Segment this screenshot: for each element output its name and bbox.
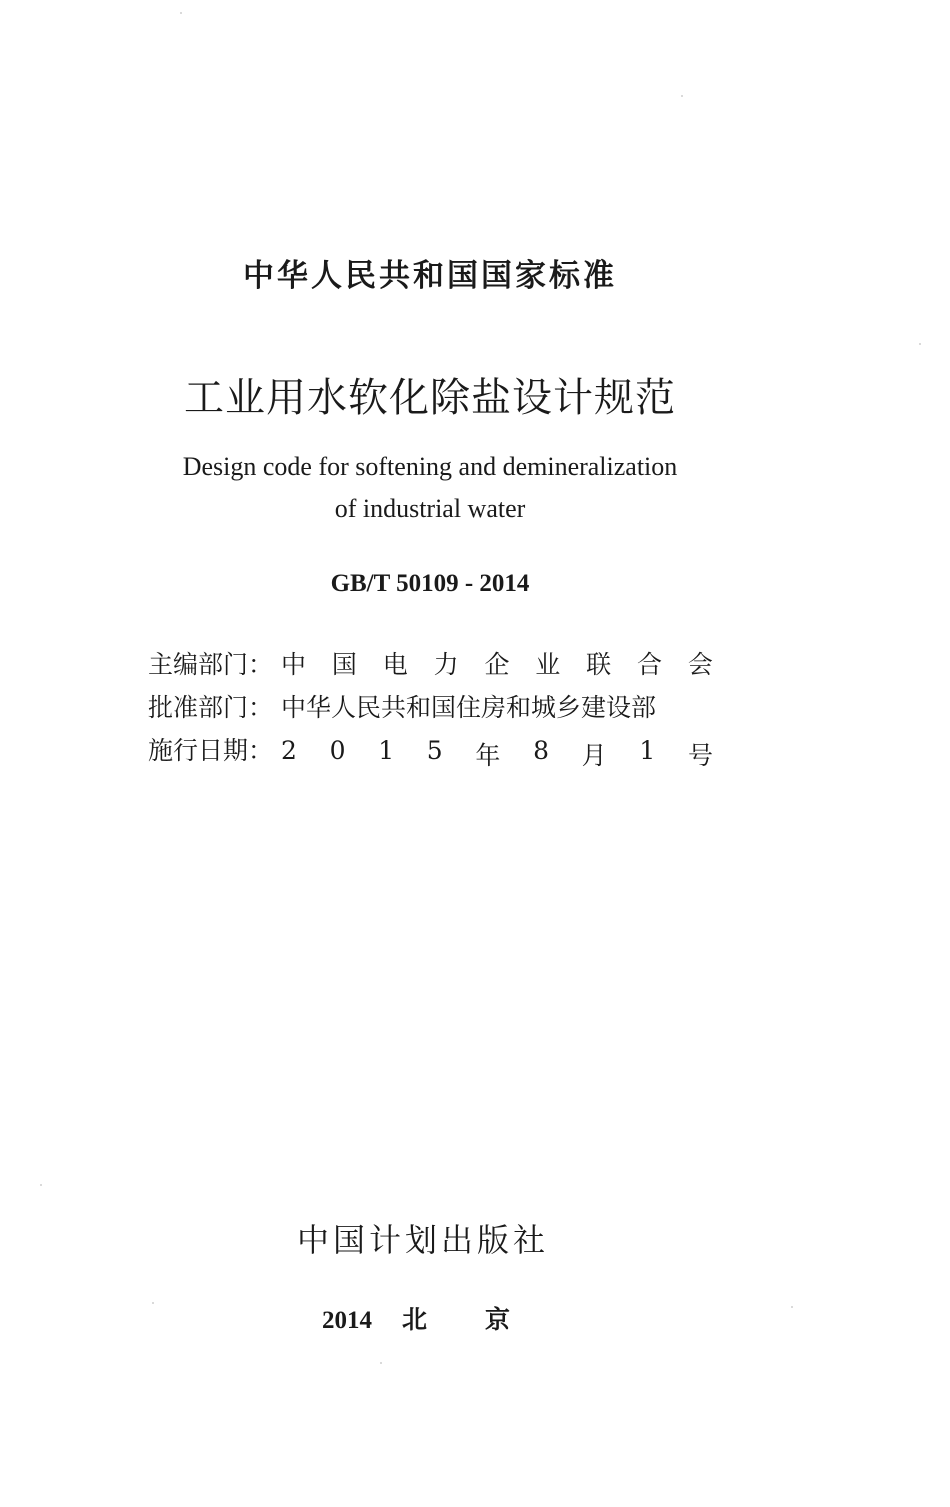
effective-date-char: 5 bbox=[426, 736, 443, 765]
editor-char: 合 bbox=[637, 650, 663, 679]
effective-date-row bbox=[148, 731, 713, 772]
editor-char: 中 bbox=[281, 650, 307, 679]
effective-date-char: 号 bbox=[687, 741, 713, 770]
approver-label: 批准部门： bbox=[148, 693, 274, 722]
editor-row bbox=[148, 645, 713, 681]
editor-char: 联 bbox=[586, 650, 612, 679]
imprint-line bbox=[322, 1300, 568, 1336]
approver-row bbox=[148, 688, 713, 724]
effective-date-char: 1 bbox=[639, 736, 656, 765]
scan-speck bbox=[380, 1362, 382, 1364]
editor-char: 电 bbox=[382, 650, 408, 679]
scan-speck bbox=[152, 1302, 154, 1304]
effective-date-char: 2 bbox=[281, 736, 297, 765]
editor-char: 会 bbox=[687, 650, 713, 679]
effective-date-char: 1 bbox=[378, 736, 395, 765]
editor-label: 主编部门： bbox=[148, 650, 274, 679]
effective-date-char: 年 bbox=[475, 741, 501, 770]
effective-date-char: 0 bbox=[329, 736, 346, 765]
imprint-city-char: 北 bbox=[402, 1305, 428, 1334]
publisher-name: 中国计划出版社 bbox=[296, 1221, 549, 1259]
imprint-year: 2014 bbox=[322, 1307, 372, 1334]
editor-char: 企 bbox=[484, 650, 510, 679]
editor-char: 力 bbox=[433, 650, 459, 679]
scan-speck bbox=[180, 12, 182, 14]
scan-speck bbox=[681, 95, 683, 97]
scan-speck bbox=[791, 1306, 793, 1308]
approver-value: 中华人民共和国住房和城乡建设部 bbox=[281, 693, 657, 722]
effective-date-char: 8 bbox=[533, 736, 549, 765]
editor-char: 国 bbox=[331, 650, 357, 679]
scan-speck bbox=[919, 343, 921, 345]
standard-code: GB/T 50109 - 2014 bbox=[330, 570, 530, 597]
effective-date-char: 月 bbox=[581, 741, 607, 770]
standard-title-english-line-1: Design code for softening and demineralization bbox=[182, 452, 678, 481]
editor-char: 业 bbox=[535, 650, 561, 679]
imprint-city-char: 京 bbox=[485, 1305, 511, 1334]
effective-date-label: 施行日期： bbox=[148, 736, 274, 765]
national-standard-heading: 中华人民共和国国家标准 bbox=[243, 258, 617, 294]
standard-title-english-line-2: of industrial water bbox=[334, 494, 526, 523]
editor-value bbox=[281, 645, 713, 681]
standard-title-chinese: 工业用水软化除盐设计规范 bbox=[184, 375, 676, 421]
effective-date-value bbox=[281, 736, 713, 772]
scan-speck bbox=[40, 1184, 42, 1186]
